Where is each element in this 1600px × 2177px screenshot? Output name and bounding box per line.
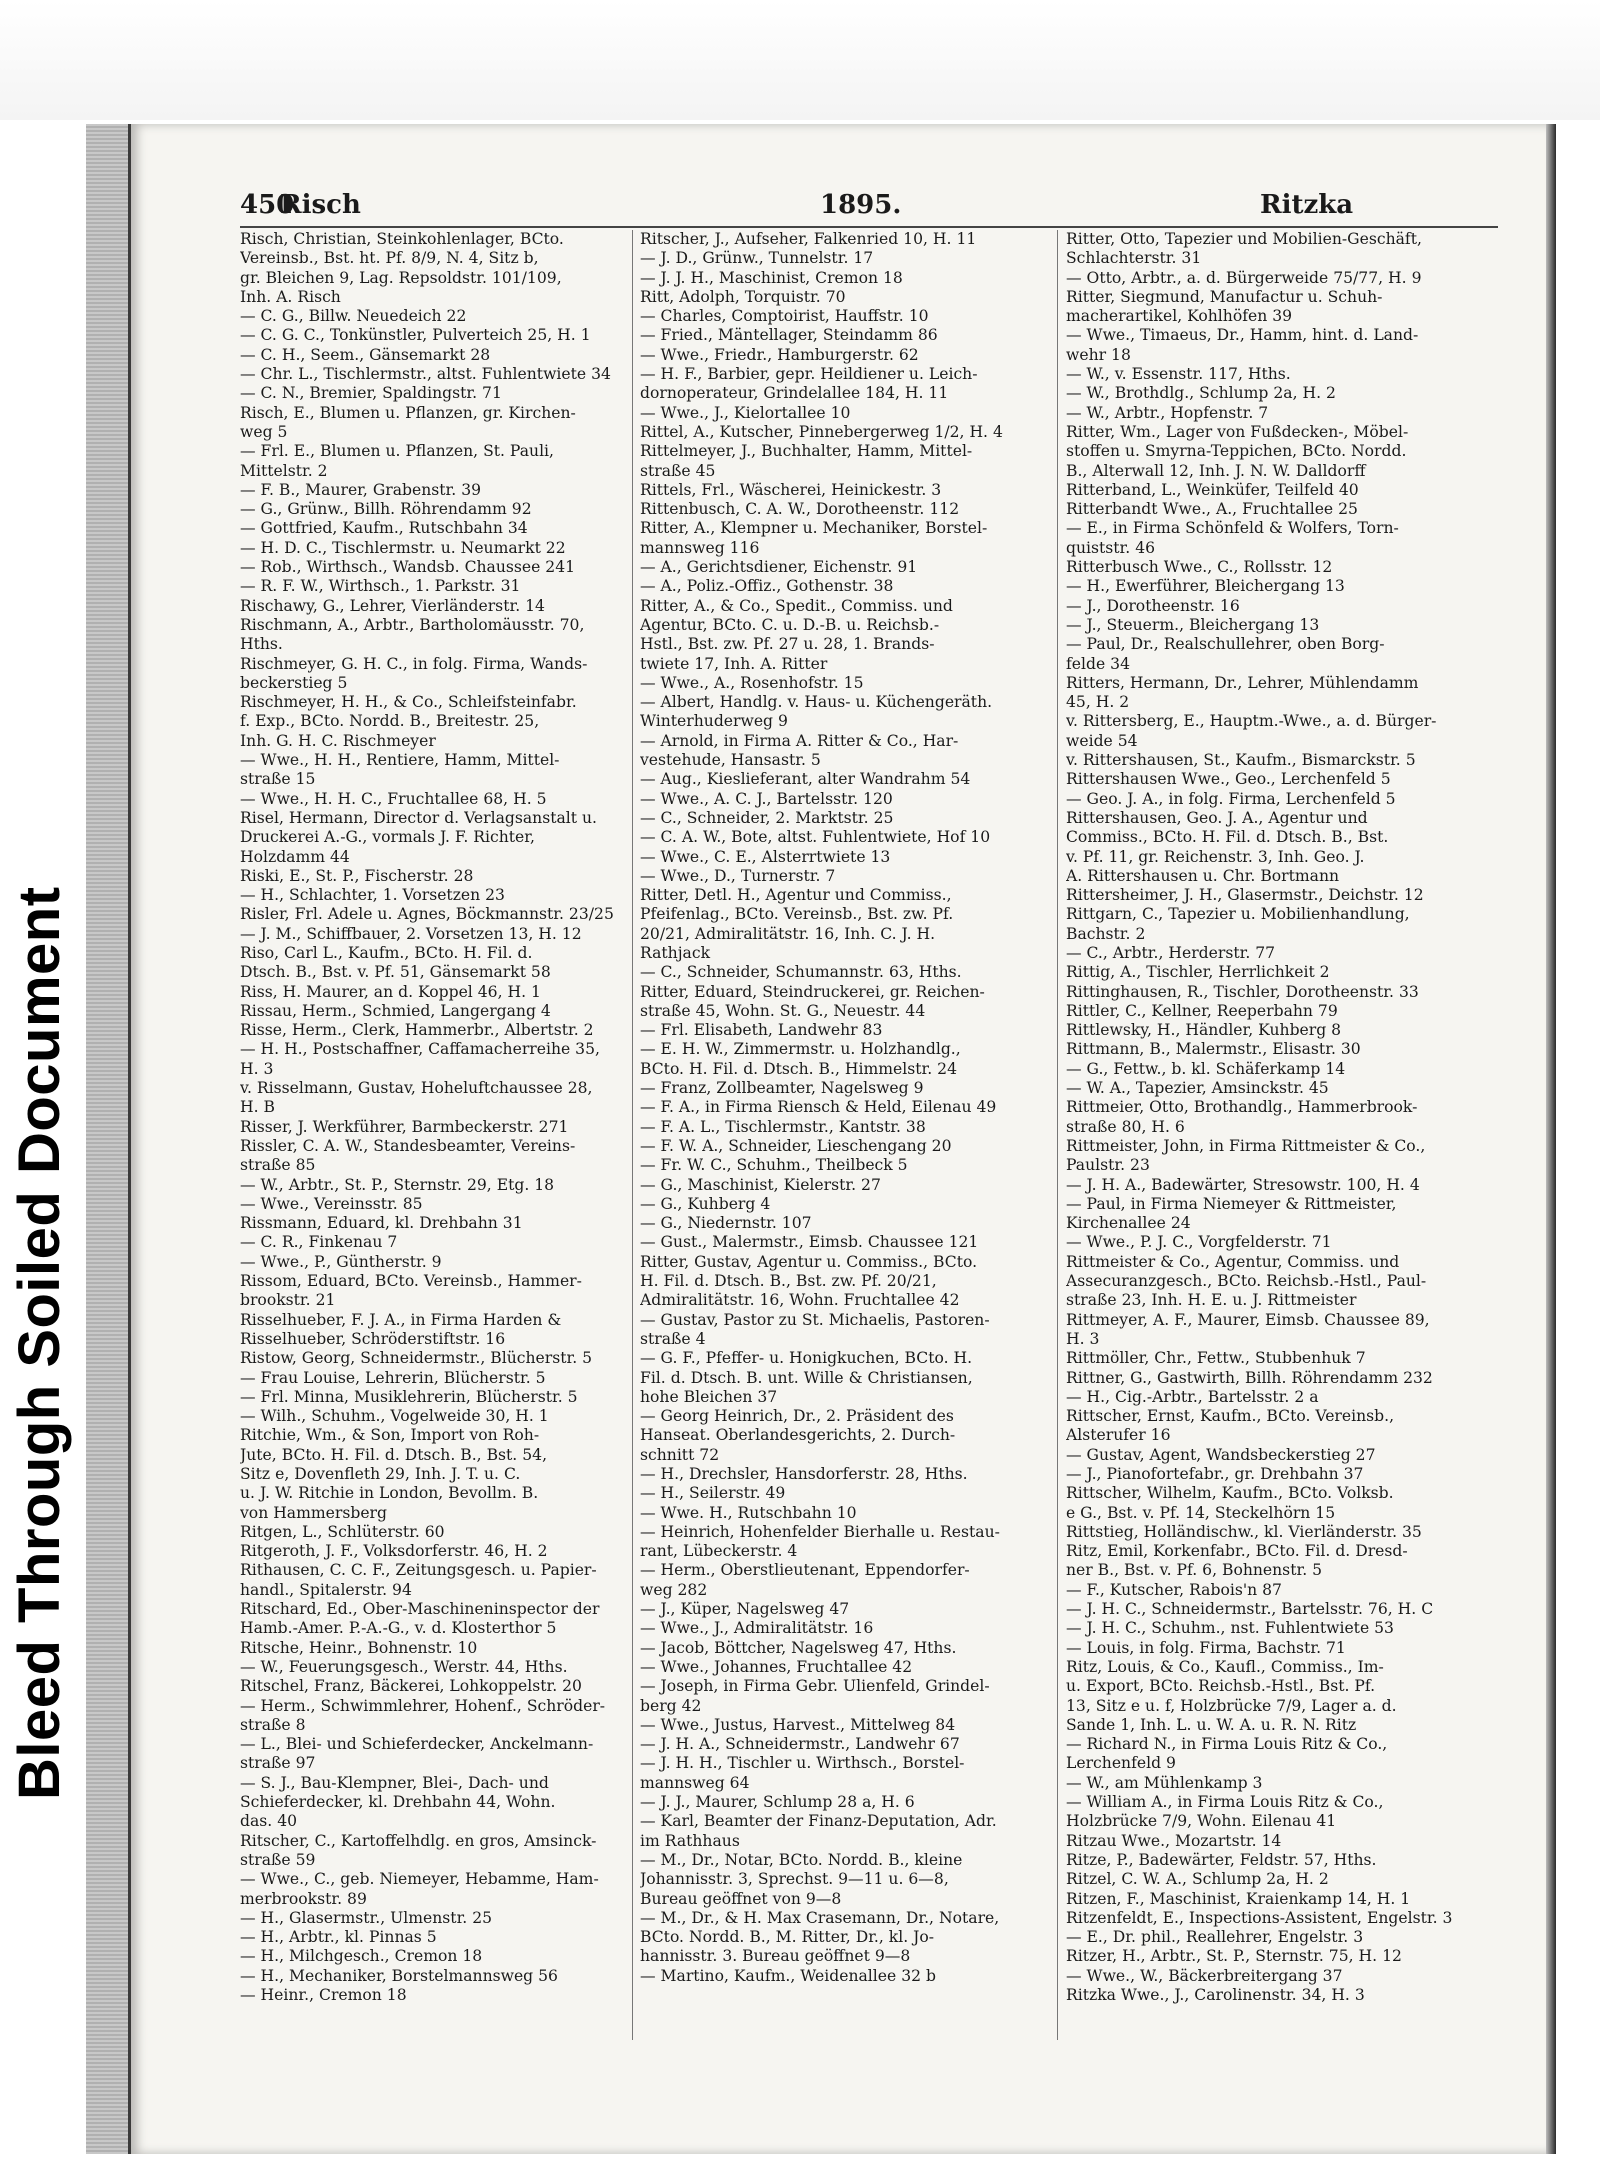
directory-entry-line: Ritze, P., Badewärter, Feldstr. 57, Hths. — [1066, 1850, 1377, 1869]
directory-entry-line: Ritzau Wwe., Mozartstr. 14 — [1066, 1831, 1282, 1850]
directory-entry-line: Rittgarn, C., Tapezier u. Mobilienhandlung, — [1066, 905, 1410, 924]
directory-entry-line: Lerchenfeld 9 — [1066, 1754, 1176, 1773]
directory-entry-line: weide 54 — [1066, 731, 1138, 750]
directory-entry-line: merbrookstr. 89 — [240, 1889, 367, 1908]
directory-entry-line: Schieferdecker, kl. Drehbahn 44, Wohn. — [240, 1793, 556, 1812]
directory-entry-line: straße 80, H. 6 — [1066, 1117, 1185, 1136]
directory-entry-line: — Frau Louise, Lehrerin, Blücherstr. 5 — [240, 1368, 546, 1387]
directory-entry-line: straße 97 — [240, 1754, 316, 1773]
directory-entry-line: — H., Cig.-Arbtr., Bartelsstr. 2 a — [1066, 1387, 1319, 1406]
directory-entry-line: Rittels, Frl., Wäscherei, Heinickestr. 3 — [640, 480, 942, 499]
directory-entry-line: — F. W. A., Schneider, Lieschengang 20 — [640, 1136, 952, 1155]
directory-entry-line: — Chr. L., Tischlermstr., altst. Fuhlentwiete 34 — [240, 365, 611, 384]
directory-entry-line: Rissmann, Eduard, kl. Drehbahn 31 — [240, 1214, 523, 1233]
directory-entry-line: B., Alterwall 12, Inh. J. N. W. Dalldorff — [1066, 461, 1366, 480]
directory-entry-line: — A., Gerichtsdiener, Eichenstr. 91 — [640, 558, 918, 577]
directory-entry-line: — Paul, Dr., Realschullehrer, oben Borg- — [1066, 635, 1385, 654]
directory-entry-line: ner B., Bst. v. Pf. 6, Bohnenstr. 5 — [1066, 1561, 1323, 1580]
directory-entry-line: — C. H., Seem., Gänsemarkt 28 — [240, 345, 491, 364]
directory-entry-line: — G., Grünw., Billh. Röhrendamm 92 — [240, 500, 532, 519]
directory-entry-line: Rittmeister, John, in Firma Rittmeister & Co., — [1066, 1136, 1426, 1155]
directory-entry-line: — A., Poliz.-Offiz., Gothenstr. 38 — [640, 577, 894, 596]
directory-entry-line: H. B — [240, 1098, 275, 1117]
directory-entry-line: — C., Schneider, 2. Marktstr. 25 — [640, 808, 894, 827]
directory-entry-line: Rathjack — [640, 943, 711, 962]
directory-entry-line: — C., Schneider, Schumannstr. 63, Hths. — [640, 963, 962, 982]
directory-entry-line: u. Export, BCto. Reichsb.-Hstl., Bst. Pf. — [1066, 1677, 1376, 1696]
directory-entry-line: Rittershausen Wwe., Geo., Lerchenfeld 5 — [1066, 770, 1391, 789]
directory-entry-line: Sitz e, Dovenfleth 29, Inh. J. T. u. C. — [240, 1465, 521, 1483]
directory-entry-line: — Wwe., P., Güntherstr. 9 — [240, 1252, 442, 1271]
directory-entry-line: — Aug., Kieslieferant, alter Wandrahm 54 — [640, 770, 971, 789]
directory-entry-line: — Gust., Malermstr., Eimsb. Chaussee 121 — [640, 1233, 979, 1252]
directory-entry-line: hohe Bleichen 37 — [640, 1387, 778, 1406]
directory-entry-line: Ritchie, Wm., & Son, Import von Roh- — [240, 1426, 540, 1445]
directory-entry-line: handl., Spitalerstr. 94 — [240, 1580, 412, 1599]
directory-entry-line: Jute, BCto. H. Fil. d. Dtsch. B., Bst. 54, — [240, 1445, 548, 1464]
watermark-label: Bleed Through Soiled Document — [7, 886, 72, 1800]
directory-entry-line: Mittelstr. 2 — [240, 461, 328, 480]
directory-entry-line: Hstl., Bst. zw. Pf. 27 u. 28, 1. Brands- — [640, 635, 935, 654]
directory-entry-line: Ritter, Siegmund, Manufactur u. Schuh- — [1066, 287, 1383, 306]
directory-entry-line: Rissler, C. A. W., Standesbeamter, Vereins- — [240, 1136, 576, 1155]
directory-entry-line: — W., Arbtr., St. P., Sternstr. 29, Etg. 18 — [240, 1175, 555, 1194]
directory-entry-line: H. Fil. d. Dtsch. B., Bst. zw. Pf. 20/21, — [640, 1272, 937, 1291]
directory-entry-line: Risselhueber, F. J. A., in Firma Harden & — [240, 1310, 562, 1329]
directory-entry-line: — J. J. H., Maschinist, Cremon 18 — [640, 268, 903, 287]
directory-entry-line: — J. M., Schiffbauer, 2. Vorsetzen 13, H. 12 — [240, 924, 582, 943]
directory-entry-line: berg 42 — [640, 1696, 702, 1715]
directory-entry-line: twiete 17, Inh. A. Ritter — [640, 654, 828, 673]
directory-entry-line: — J., Küper, Nagelsweg 47 — [640, 1600, 850, 1619]
directory-entry-line: weg 282 — [640, 1580, 708, 1599]
directory-entry-line: — F. A. L., Tischlermstr., Kantstr. 38 — [640, 1117, 926, 1136]
directory-entry-line: Ritter, Gustav, Agentur u. Commiss., BCto. — [640, 1252, 978, 1271]
directory-entry-line: Druckerei A.-G., vormals J. F. Richter, — [240, 828, 535, 847]
directory-entry-line: — C. N., Bremier, Spaldingstr. 71 — [240, 384, 502, 403]
directory-entry-line: — Franz, Zollbeamter, Nagelsweg 9 — [640, 1079, 924, 1098]
directory-entry-line: — Wwe., Vereinsstr. 85 — [240, 1194, 423, 1213]
directory-entry-line: — Charles, Comptoirist, Hauffstr. 10 — [640, 307, 929, 326]
directory-entry-line: — Frl. Elisabeth, Landwehr 83 — [640, 1021, 883, 1040]
directory-entry-line: — Wwe., Johannes, Fruchtallee 42 — [640, 1657, 913, 1676]
directory-entry-line: — C. G., Billw. Neuedeich 22 — [240, 307, 467, 326]
directory-entry-line: Rittstieg, Holländischw., kl. Vierländerstr. 35 — [1066, 1522, 1422, 1541]
directory-entry-line: hannisstr. 3. Bureau geöffnet 9—8 — [640, 1947, 911, 1966]
directory-entry-line: — J. J., Maurer, Schlump 28 a, H. 6 — [640, 1793, 915, 1812]
directory-entry-line: Ritschel, Franz, Bäckerei, Lohkoppelstr. 20 — [240, 1677, 582, 1696]
directory-entry-line: — H. D. C., Tischlermstr. u. Neumarkt 22 — [240, 538, 566, 557]
directory-entry-line: — W., Feuerungsgesch., Werstr. 44, Hths. — [240, 1657, 568, 1676]
directory-entry-line: — W., v. Essenstr. 117, Hths. — [1066, 365, 1291, 384]
directory-entry-line: — Louis, in folg. Firma, Bachstr. 71 — [1066, 1638, 1346, 1657]
directory-entry-line: — Rob., Wirthsch., Wandsb. Chaussee 241 — [240, 558, 576, 577]
directory-entry-line: Admiralitätstr. 16, Wohn. Fruchtallee 42 — [640, 1291, 960, 1310]
directory-entry-line: — Wwe., A. C. J., Bartelsstr. 120 — [640, 789, 893, 808]
directory-entry-line: — Martino, Kaufm., Weidenallee 32 b — [640, 1966, 936, 1985]
directory-entry-line: Bureau geöffnet von 9—8 — [640, 1889, 842, 1908]
directory-entry-line: Fil. d. Dtsch. B. unt. Wille & Christiansen, — [640, 1368, 973, 1387]
directory-entry-line: Holzdamm 44 — [240, 847, 350, 866]
directory-entry-line: Rittmeier, Otto, Brothandlg., Hammerbrook- — [1066, 1098, 1418, 1117]
directory-entry-line: — E. H. W., Zimmermstr. u. Holzhandlg., — [640, 1040, 961, 1059]
directory-entry-line: Inh. A. Risch — [240, 287, 341, 306]
directory-entry-line: gr. Bleichen 9, Lag. Repsoldstr. 101/109, — [240, 268, 562, 287]
directory-entry-line: — William A., in Firma Louis Ritz & Co., — [1066, 1793, 1384, 1812]
directory-entry-line: — G. F., Pfeffer- u. Honigkuchen, BCto. H. — [640, 1349, 973, 1368]
directory-entry-line: Rittmeyer, A. F., Maurer, Eimsb. Chaussee 89, — [1066, 1310, 1430, 1329]
directory-entry-line: — Gottfried, Kaufm., Rutschbahn 34 — [240, 519, 528, 538]
directory-entry-line: v. Risselmann, Gustav, Hoheluftchaussee 28, — [240, 1079, 593, 1098]
left-keyword: Risch — [280, 190, 361, 220]
directory-entry-line: — H. F., Barbier, gepr. Heildiener u. Leich- — [640, 365, 978, 384]
directory-entry-line: v. Pf. 11, gr. Reichenstr. 3, Inh. Geo. J. — [1066, 847, 1365, 866]
directory-entry-line: Riss, H. Maurer, an d. Koppel 46, H. 1 — [240, 982, 541, 1001]
column-divider — [1057, 230, 1058, 2040]
directory-entry-line: weg 5 — [240, 422, 288, 441]
directory-entry-line: — Fr. W. C., Schuhm., Theilbeck 5 — [640, 1156, 908, 1175]
directory-entry-line: e G., Bst. v. Pf. 14, Steckelhörn 15 — [1066, 1503, 1336, 1522]
directory-entry-line: v. Rittershausen, St., Kaufm., Bismarckstr. 5 — [1066, 751, 1416, 770]
directory-entry-line: straße 8 — [240, 1715, 306, 1734]
directory-entry-line: Hamb.-Amer. P.-A.-G., v. d. Klosterthor 5 — [240, 1619, 557, 1638]
directory-entry-line: — H. H., Postschaffner, Caffamacherreihe 35, — [240, 1040, 600, 1059]
directory-entry-line: — Gustav, Pastor zu St. Michaelis, Pastoren- — [640, 1310, 990, 1329]
directory-entry-line: — Jacob, Böttcher, Nagelsweg 47, Hths. — [640, 1638, 957, 1657]
directory-entry-line: Ritter, A., & Co., Spedit., Commiss. und — [640, 596, 953, 615]
directory-entry-line: mannsweg 116 — [640, 538, 760, 557]
directory-entry-line: — J. H. C., Schneidermstr., Bartelsstr. 76, H. C — [1066, 1600, 1434, 1619]
directory-entry-line: — C. R., Finkenau 7 — [240, 1233, 398, 1252]
directory-entry-line: — J., Steuerm., Bleichergang 13 — [1066, 615, 1320, 634]
directory-entry-line: — M., Dr., & H. Max Crasemann, Dr., Notare, — [640, 1908, 1000, 1927]
directory-entry-line: Risser, J. Werkführer, Barmbeckerstr. 271 — [240, 1117, 569, 1136]
directory-entry-line: stoffen u. Smyrna-Teppichen, BCto. Nordd. — [1066, 442, 1407, 461]
directory-entry-line: Ritschard, Ed., Ober-Maschineninspector der — [240, 1600, 600, 1619]
directory-entry-line: Ristow, Georg, Schneidermstr., Blücherstr. 5 — [240, 1349, 593, 1368]
directory-entry-line: — J. H. A., Badewärter, Stresowstr. 100, H. 4 — [1066, 1175, 1420, 1194]
directory-entry-line: Dtsch. B., Bst. v. Pf. 51, Gänsemarkt 58 — [240, 963, 551, 982]
directory-entry-line: — M., Dr., Notar, BCto. Nordd. B., kleine — [640, 1850, 963, 1869]
directory-entry-line: Ritgeroth, J. F., Volksdorferstr. 46, H. 2 — [240, 1542, 548, 1561]
directory-entry-line: Rittmöller, Chr., Fettw., Stubbenhuk 7 — [1066, 1349, 1366, 1368]
directory-entry-line: BCto. H. Fil. d. Dtsch. B., Himmelstr. 24 — [640, 1059, 958, 1078]
directory-entry-line: — H., Mechaniker, Borstelmannsweg 56 — [240, 1966, 558, 1985]
directory-entry-line: Rischawy, G., Lehrer, Vierländerstr. 14 — [240, 596, 545, 615]
directory-entry-line: — Wwe., H. H., Rentiere, Hamm, Mittel- — [240, 751, 560, 770]
directory-entry-line: — F., Kutscher, Rabois'n 87 — [1066, 1580, 1282, 1599]
directory-entry-line: — F. B., Maurer, Grabenstr. 39 — [240, 480, 482, 499]
directory-entry-line: Risse, Herm., Clerk, Hammerbr., Albertstr. 2 — [240, 1021, 594, 1040]
directory-entry-line: Winterhuderweg 9 — [640, 712, 788, 731]
directory-entry-line: — G., Kuhberg 4 — [640, 1194, 771, 1213]
directory-entry-line: Alsterufer 16 — [1066, 1426, 1171, 1445]
directory-entry-line: — H., Drechsler, Hansdorferstr. 28, Hths. — [640, 1465, 968, 1483]
directory-entry-line: rant, Lübeckerstr. 4 — [640, 1542, 798, 1561]
directory-entry-line: — W., Arbtr., Hopfenstr. 7 — [1066, 403, 1269, 422]
directory-entry-line: Bachstr. 2 — [1066, 924, 1146, 943]
directory-entry-line: Ritters, Hermann, Dr., Lehrer, Mühlendamm — [1066, 673, 1419, 692]
directory-entry-line: mannsweg 64 — [640, 1773, 750, 1792]
directory-entry-line: Ritter, Eduard, Steindruckerei, gr. Reichen- — [640, 982, 985, 1001]
directory-entry-line: — H., Milchgesch., Cremon 18 — [240, 1947, 483, 1966]
directory-entry-line: — Wwe., P. J. C., Vorgfelderstr. 71 — [1066, 1233, 1332, 1252]
directory-entry-line: 45, H. 2 — [1066, 693, 1130, 712]
directory-entry-line: Hanseat. Oberlandesgerichts, 2. Durch- — [640, 1426, 956, 1445]
directory-entry-line: — Wwe. H., Rutschbahn 10 — [640, 1503, 857, 1522]
directory-entry-line: Agentur, BCto. C. u. D.-B. u. Reichsb.- — [640, 615, 940, 634]
directory-entry-line: schnitt 72 — [640, 1445, 720, 1464]
directory-entry-line: Rischmeyer, H. H., & Co., Schleifsteinfabr. — [240, 693, 577, 712]
directory-entry-line: Ritscher, J., Aufseher, Falkenried 10, H. 11 — [640, 230, 977, 248]
directory-entry-line: felde 34 — [1066, 654, 1130, 673]
directory-entry-line: — J. D., Grünw., Tunnelstr. 17 — [640, 249, 874, 268]
directory-entry-line: Ritzenfeldt, E., Inspections-Assistent, Engelstr. 3 — [1066, 1908, 1453, 1927]
directory-entry-line: Risselhueber, Schröderstiftstr. 16 — [240, 1329, 506, 1348]
right-keyword: Ritzka — [1260, 190, 1354, 220]
directory-entry-line: — Karl, Beamter der Finanz-Deputation, Adr. — [640, 1812, 997, 1831]
directory-entry-line: Rischmann, A., Arbtr., Bartholomäusstr. 70, — [240, 615, 585, 634]
directory-entry-line: — Wwe., C. E., Alsterrtwiete 13 — [640, 847, 891, 866]
directory-entry-line: Ritz, Louis, & Co., Kaufl., Commiss., Im- — [1066, 1657, 1384, 1676]
directory-entry-line: — H., Arbtr., kl. Pinnas 5 — [240, 1928, 437, 1947]
directory-entry-line: Ritzka Wwe., J., Carolinenstr. 34, H. 3 — [1066, 1986, 1365, 2005]
directory-entry-line: — J. H. A., Schneidermstr., Landwehr 67 — [640, 1735, 960, 1754]
directory-entry-line: — Wilh., Schuhm., Vogelweide 30, H. 1 — [240, 1407, 549, 1426]
directory-entry-line: — Albert, Handlg. v. Haus- u. Küchengeräth. — [640, 693, 993, 712]
directory-entry-line: — Wwe., D., Turnerstr. 7 — [640, 866, 836, 885]
directory-entry-line: — Frl. Minna, Musiklehrerin, Blücherstr. 5 — [240, 1387, 578, 1406]
directory-entry-line: — Wwe., W., Bäckerbreitergang 37 — [1066, 1966, 1343, 1985]
directory-entry-line: Ritzer, H., Arbtr., St. P., Sternstr. 75, H. 12 — [1066, 1947, 1402, 1966]
directory-entry-line: — W. A., Tapezier, Amsinckstr. 45 — [1066, 1079, 1329, 1098]
directory-entry-line: — Otto, Arbtr., a. d. Bürgerweide 75/77, H. 9 — [1066, 268, 1422, 287]
directory-entry-line: Risch, E., Blumen u. Pflanzen, gr. Kirchen- — [240, 403, 576, 422]
directory-entry-line: Ritterbandt Wwe., A., Fruchtallee 25 — [1066, 500, 1358, 519]
directory-entry-line: vestehude, Hansastr. 5 — [640, 751, 821, 770]
directory-entry-line: — C. A. W., Bote, altst. Fuhlentwiete, Hof 10 — [640, 828, 991, 847]
directory-entry-line: Ritterband, L., Weinküfer, Teilfeld 40 — [1066, 480, 1359, 499]
directory-entry-line: Rittershausen, Geo. J. A., Agentur und — [1066, 808, 1368, 827]
directory-entry-line: — H., Seilerstr. 49 — [640, 1484, 786, 1503]
directory-entry-line: beckerstieg 5 — [240, 673, 348, 692]
directory-entry-line: Rischmeyer, G. H. C., in folg. Firma, Wands- — [240, 654, 588, 673]
column-divider — [632, 230, 633, 2040]
directory-entry-line: v. Rittersberg, E., Hauptm.-Wwe., a. d. Bürger- — [1066, 712, 1437, 731]
page-edge — [1546, 124, 1556, 2154]
directory-entry-line: straße 23, Inh. H. E. u. J. Rittmeister — [1066, 1291, 1357, 1310]
directory-entry-line: — R. F. W., Wirthsch., 1. Parkstr. 31 — [240, 577, 521, 596]
directory-entry-line: Holzbrücke 7/9, Wohn. Eilenau 41 — [1066, 1812, 1337, 1831]
directory-entry-line: Rittmann, B., Malermstr., Elisastr. 30 — [1066, 1040, 1361, 1059]
directory-entry-line: Paulstr. 23 — [1066, 1156, 1150, 1175]
directory-entry-line: straße 4 — [640, 1329, 706, 1348]
directory-entry-line: Ritsche, Heinr., Bohnenstr. 10 — [240, 1638, 478, 1657]
directory-entry-line: Ritter, A., Klempner u. Mechaniker, Borstel- — [640, 519, 988, 538]
directory-entry-line: — J. H. C., Schuhm., nst. Fuhlentwiete 53 — [1066, 1619, 1394, 1638]
directory-entry-line: — Herm., Schwimmlehrer, Hohenf., Schröder- — [240, 1696, 606, 1715]
directory-entry-line: — Wwe., A., Rosenhofstr. 15 — [640, 673, 864, 692]
directory-entry-line: Hths. — [240, 635, 283, 654]
directory-entry-line: — Wwe., Timaeus, Dr., Hamm, hint. d. Land- — [1066, 326, 1419, 345]
directory-entry-line: — Heinrich, Hohenfelder Bierhalle u. Restau- — [640, 1522, 1000, 1541]
directory-entry-line: Rittenbusch, C. A. W., Dorotheenstr. 112 — [640, 500, 960, 519]
directory-entry-line: — Georg Heinrich, Dr., 2. Präsident des — [640, 1407, 954, 1426]
directory-entry-line: BCto. Nordd. B., M. Ritter, Dr., kl. Jo- — [640, 1928, 935, 1947]
directory-entry-line: Assecuranzgesch., BCto. Reichsb.-Hstl., Paul- — [1066, 1272, 1427, 1291]
directory-entry-line: quiststr. 46 — [1066, 538, 1156, 557]
directory-entry-line: Ritscher, C., Kartoffelhdlg. en gros, Amsinck- — [240, 1831, 597, 1850]
directory-entry-line: Ritter, Wm., Lager von Fußdecken-, Möbel- — [1066, 422, 1409, 441]
directory-entry-line: Rittner, G., Gastwirth, Billh. Röhrendamm 232 — [1066, 1368, 1433, 1387]
directory-entry-line: Pfeifenlag., BCto. Vereinsb., Bst. zw. Pf. — [640, 905, 954, 924]
directory-entry-line: Risler, Frl. Adele u. Agnes, Böckmannstr. 23/25 — [240, 905, 614, 924]
directory-column-3 — [1066, 230, 1484, 2040]
directory-entry-line: — Wwe., J., Kielortallee 10 — [640, 403, 851, 422]
directory-entry-line: Ritzel, C. W. A., Schlump 2a, H. 2 — [1066, 1870, 1329, 1889]
directory-entry-line: u. J. W. Ritchie in London, Bevollm. B. — [240, 1484, 539, 1503]
directory-column-1 — [240, 230, 658, 2040]
year-label: 1895. — [820, 190, 902, 220]
page-header — [240, 190, 1490, 230]
directory-entry-line: Ritt, Adolph, Torquistr. 70 — [640, 287, 846, 306]
directory-entry-line: macherartikel, Kohlhöfen 39 — [1066, 307, 1293, 326]
directory-entry-line: — Geo. J. A., in folg. Firma, Lerchenfeld 5 — [1066, 789, 1396, 808]
directory-entry-line: Ritgen, L., Schlüterstr. 60 — [240, 1522, 445, 1541]
directory-entry-line: Risel, Hermann, Director d. Verlagsanstalt u. — [240, 808, 597, 827]
directory-entry-line: straße 45, Wohn. St. G., Neuestr. 44 — [640, 1001, 926, 1020]
directory-entry-line: Inh. G. H. C. Rischmeyer — [240, 731, 436, 750]
directory-entry-line: — Heinr., Cremon 18 — [240, 1986, 407, 2005]
directory-entry-line: wehr 18 — [1066, 345, 1131, 364]
directory-entry-line: Ritter, Otto, Tapezier und Mobilien-Geschäft, — [1066, 230, 1422, 248]
directory-entry-line: Rittscher, Ernst, Kaufm., BCto. Vereinsb., — [1066, 1407, 1395, 1426]
directory-entry-line: Kirchenallee 24 — [1066, 1214, 1191, 1233]
directory-entry-line: — E., Dr. phil., Reallehrer, Engelstr. 3 — [1066, 1928, 1364, 1947]
directory-entry-line: Riski, E., St. P., Fischerstr. 28 — [240, 866, 474, 885]
directory-entry-line: straße 85 — [240, 1156, 316, 1175]
directory-entry-line: im Rathhaus — [640, 1831, 740, 1850]
directory-entry-line: Ritzen, F., Maschinist, Kraienkamp 14, H. 1 — [1066, 1889, 1411, 1908]
directory-entry-line: Rittmeister & Co., Agentur, Commiss. und — [1066, 1252, 1400, 1271]
directory-entry-line: straße 59 — [240, 1850, 316, 1869]
directory-entry-line: 13, Sitz e u. f, Holzbrücke 7/9, Lager a. d. — [1066, 1696, 1397, 1715]
scan-background — [0, 0, 1600, 120]
directory-entry-line: Rittelmeyer, J., Buchhalter, Hamm, Mittel- — [640, 442, 973, 461]
directory-entry-line: — J., Dorotheenstr. 16 — [1066, 596, 1240, 615]
directory-entry-line: — Frl. E., Blumen u. Pflanzen, St. Pauli, — [240, 442, 554, 461]
directory-entry-line: — C. G. C., Tonkünstler, Pulverteich 25, H. 1 — [240, 326, 591, 345]
directory-entry-line: — J., Pianofortefabr., gr. Drehbahn 37 — [1066, 1465, 1364, 1483]
directory-entry-line: — J. H. H., Tischler u. Wirthsch., Borstel- — [640, 1754, 965, 1773]
directory-entry-line: — Wwe., Friedr., Hamburgerstr. 62 — [640, 345, 919, 364]
directory-entry-line: — Arnold, in Firma A. Ritter & Co., Har- — [640, 731, 959, 750]
directory-entry-line: Rittler, C., Kellner, Reeperbahn 79 — [1066, 1001, 1338, 1020]
directory-entry-line: f. Exp., BCto. Nordd. B., Breitestr. 25, — [240, 712, 540, 731]
directory-entry-line: — E., in Firma Schönfeld & Wolfers, Torn- — [1066, 519, 1399, 538]
directory-entry-line: A. Rittershausen u. Chr. Bortmann — [1066, 866, 1340, 885]
directory-entry-line: — S. J., Bau-Klempner, Blei-, Dach- und — [240, 1773, 549, 1792]
directory-entry-line: Vereinsb., Bst. ht. Pf. 8/9, N. 4, Sitz b, — [240, 249, 539, 268]
directory-entry-line: Riso, Carl L., Kaufm., BCto. H. Fil. d. — [240, 943, 533, 962]
directory-entry-line: das. 40 — [240, 1812, 298, 1831]
directory-entry-line: — Gustav, Agent, Wandsbeckerstieg 27 — [1066, 1445, 1376, 1464]
directory-entry-line: — Wwe., Justus, Harvest., Mittelweg 84 — [640, 1715, 956, 1734]
directory-entry-line: — H., Schlachter, 1. Vorsetzen 23 — [240, 886, 505, 905]
directory-entry-line: Sande 1, Inh. L. u. W. A. u. R. N. Ritz — [1066, 1715, 1357, 1734]
header-rule — [240, 226, 1498, 228]
directory-entry-line: Rittersheimer, J. H., Glasermstr., Deichstr. 12 — [1066, 886, 1424, 905]
directory-entry-line: H. 3 — [240, 1059, 274, 1078]
directory-entry-line: straße 45 — [640, 461, 716, 480]
directory-entry-line: Commiss., BCto. H. Fil. d. Dtsch. B., Bst. — [1066, 828, 1389, 847]
page-number: 450 — [240, 190, 295, 220]
directory-entry-line: — H., Ewerführer, Bleichergang 13 — [1066, 577, 1345, 596]
directory-entry-line: dornoperateur, Grindelallee 184, H. 11 — [640, 384, 949, 403]
directory-entry-line: Rittinghausen, R., Tischler, Dorotheenstr. 33 — [1066, 982, 1419, 1001]
directory-entry-line: Schlachterstr. 31 — [1066, 249, 1202, 268]
directory-entry-line: Risch, Christian, Steinkohlenlager, BCto. — [240, 230, 564, 248]
page-gutter — [86, 124, 128, 2154]
directory-entry-line: Rittscher, Wilhelm, Kaufm., BCto. Volksb. — [1066, 1484, 1394, 1503]
directory-entry-line: — L., Blei- und Schieferdecker, Anckelmann- — [240, 1735, 594, 1754]
directory-entry-line: — Wwe., J., Admiralitätstr. 16 — [640, 1619, 874, 1638]
directory-entry-line: Rissom, Eduard, BCto. Vereinsb., Hammer- — [240, 1272, 582, 1291]
directory-entry-line: brookstr. 21 — [240, 1291, 336, 1310]
directory-entry-line: H. 3 — [1066, 1329, 1100, 1348]
directory-entry-line: Ritz, Emil, Korkenfabr., BCto. Fil. d. Dresd- — [1066, 1542, 1408, 1561]
directory-entry-line: Rissau, Herm., Schmied, Langergang 4 — [240, 1001, 551, 1020]
directory-entry-line: von Hammersberg — [240, 1503, 387, 1522]
directory-entry-line: Rittel, A., Kutscher, Pinnebergerweg 1/2, H. 4 — [640, 422, 1003, 441]
directory-entry-line: — W., Brothdlg., Schlump 2a, H. 2 — [1066, 384, 1336, 403]
directory-entry-line: — C., Arbtr., Herderstr. 77 — [1066, 943, 1276, 962]
directory-entry-line: — Fried., Mäntellager, Steindamm 86 — [640, 326, 938, 345]
directory-entry-line: — Richard N., in Firma Louis Ritz & Co., — [1066, 1735, 1388, 1754]
directory-entry-line: — G., Fettw., b. kl. Schäferkamp 14 — [1066, 1059, 1346, 1078]
directory-entry-line: Ritter, Detl. H., Agentur und Commiss., — [640, 886, 952, 905]
directory-entry-line: 20/21, Admiralitätstr. 16, Inh. C. J. H. — [640, 924, 936, 943]
directory-entry-line: Johannisstr. 3, Sprechst. 9—11 u. 6—8, — [640, 1870, 949, 1889]
directory-entry-line: — G., Maschinist, Kielerstr. 27 — [640, 1175, 881, 1194]
directory-entry-line: Rithausen, C. C. F., Zeitungsgesch. u. Papier- — [240, 1561, 597, 1580]
directory-entry-line: — G., Niedernstr. 107 — [640, 1214, 812, 1233]
directory-entry-line: Ritterbusch Wwe., C., Rollsstr. 12 — [1066, 558, 1333, 577]
directory-entry-line: Rittig, A., Tischler, Herrlichkeit 2 — [1066, 963, 1330, 982]
directory-entry-line: — Wwe., C., geb. Niemeyer, Hebamme, Ham- — [240, 1870, 599, 1889]
directory-entry-line: — Paul, in Firma Niemeyer & Rittmeister, — [1066, 1194, 1397, 1213]
directory-column-2 — [640, 230, 1058, 2040]
directory-entry-line: — F. A., in Firma Riensch & Held, Eilenau 49 — [640, 1098, 997, 1117]
directory-entry-line: — H., Glasermstr., Ulmenstr. 25 — [240, 1908, 493, 1927]
directory-entry-line: — W., am Mühlenkamp 3 — [1066, 1773, 1263, 1792]
directory-entry-line: — Herm., Oberstlieutenant, Eppendorfer- — [640, 1561, 970, 1580]
directory-entry-line: straße 15 — [240, 770, 316, 789]
directory-entry-line: — Joseph, in Firma Gebr. Ulienfeld, Grindel- — [640, 1677, 990, 1696]
directory-entry-line: — Wwe., H. H. C., Fruchtallee 68, H. 5 — [240, 789, 547, 808]
directory-entry-line: Rittlewsky, H., Händler, Kuhberg 8 — [1066, 1021, 1342, 1040]
